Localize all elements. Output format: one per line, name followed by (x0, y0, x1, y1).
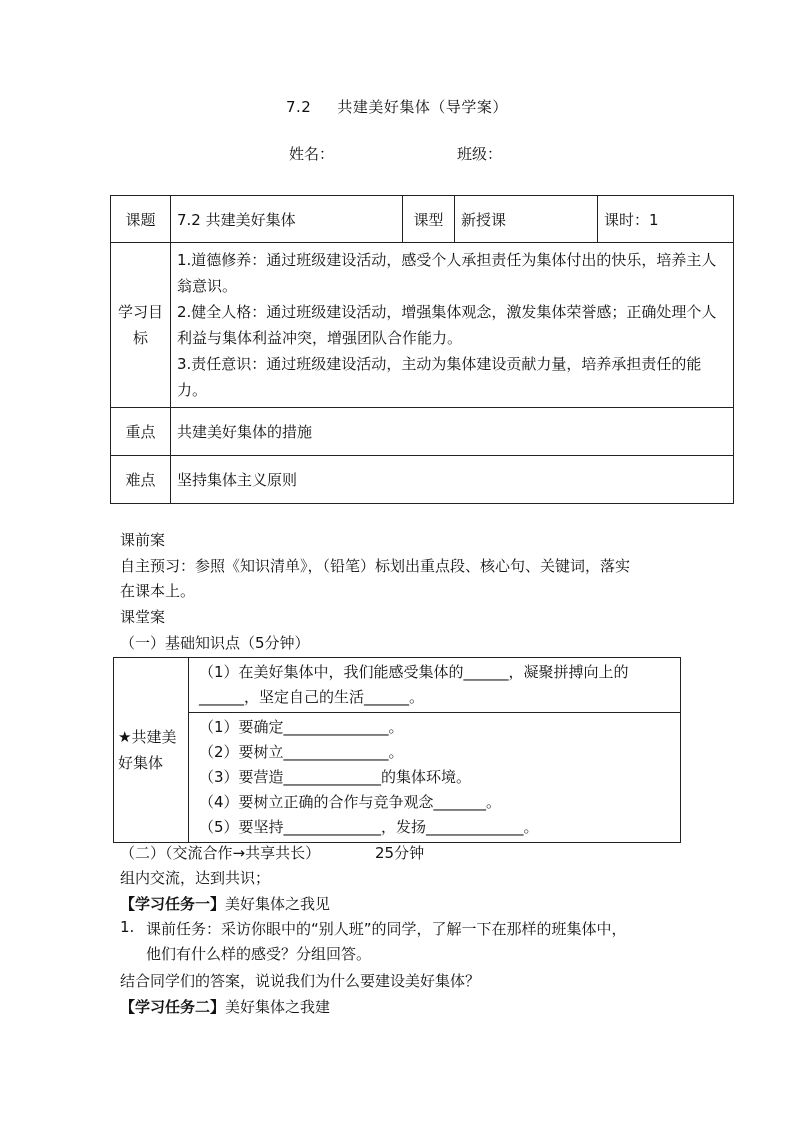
class-label: 班级： (457, 145, 503, 163)
pre-class-text-line2: 在课本上。 (120, 582, 196, 600)
knowledge-row1 (189, 658, 681, 713)
type-label: 课型 (403, 196, 455, 243)
part2-heading: （二）（交流合作→共享共长） (120, 844, 321, 862)
knowledge-row2 (189, 713, 681, 843)
task1-title: 美好集体之我见 (225, 895, 331, 913)
type-value: 新授课 (455, 196, 598, 243)
page-title (286, 96, 508, 117)
part2-time: 25分钟 (375, 844, 425, 862)
task1-question-line1: 课前任务：采访你眼中的“别人班”的同学，了解一下在那样的班集体中， (146, 920, 627, 938)
knowledge-row1-line2: ______，坚定自己的生活______。 (199, 688, 425, 706)
task2-heading (120, 996, 330, 1017)
lesson-title: 共建美好集体（导学案） (337, 98, 508, 116)
task2-title: 美好集体之我建 (225, 998, 331, 1016)
goal-item: 1.道德修养：通过班级建设活动，感受个人承担责任为集体付出的快乐，培养主人翁意识。 (177, 251, 717, 295)
pre-class-text-line1: 自主预习：参照《知识清单》，（铅笔）标划出重点段、核心句、关键词，落实 (120, 557, 631, 575)
name-label: 姓名： (289, 145, 335, 163)
part2-instruction: 组内交流，达到共识； (120, 869, 271, 887)
topic-value: 7.2 共建美好集体 (171, 196, 403, 243)
topic-label: 课题 (111, 196, 171, 243)
task1-question-line2: 他们有什么样的感受？分组回答。 (146, 945, 372, 963)
knowledge-table (113, 657, 681, 843)
task1-heading (120, 893, 330, 914)
knowledge-item: （4）要树立正确的合作与竞争观念_______。 (199, 793, 502, 811)
knowledge-item: （2）要树立______________。 (199, 743, 404, 761)
goals-label: 学习目标 (111, 243, 171, 408)
task1-tag: 【学习任务一】 (120, 895, 226, 913)
lesson-number: 7.2 (286, 98, 312, 116)
goal-item: 2.健全人格：通过班级建设活动，增强集体观念，激发集体荣誉感；正确处理个人利益与集体利益冲突，增强团队合作能力。 (177, 303, 717, 347)
goals-cell (171, 243, 734, 408)
goal-item: 3.责任意识：通过班级建设活动，主动为集体建设贡献力量，培养承担责任的能力。 (177, 355, 702, 399)
in-class-heading: 课堂案 (120, 608, 166, 626)
knowledge-label: ★共建美好集体 (114, 658, 189, 843)
period-value: 课时：1 (598, 196, 734, 243)
task2-tag: 【学习任务二】 (120, 998, 226, 1016)
part1-heading: （一）基础知识点（5分钟） (120, 634, 310, 652)
knowledge-item: （1）要确定______________。 (199, 718, 404, 736)
knowledge-item: （5）要坚持_____________，发扬_____________。 (199, 818, 539, 836)
difficulty-label: 难点 (111, 456, 171, 504)
key-value: 共建美好集体的措施 (171, 408, 734, 456)
key-label: 重点 (111, 408, 171, 456)
difficulty-value: 坚持集体主义原则 (171, 456, 734, 504)
knowledge-row1-line1: （1）在美好集体中，我们能感受集体的______，凝聚拼搏向上的 (199, 663, 629, 681)
task1-followup: 结合同学们的答案，说说我们为什么要建设美好集体？ (120, 972, 481, 990)
knowledge-item: （3）要营造_____________的集体环境。 (199, 768, 472, 786)
lesson-info-table (110, 195, 734, 504)
pre-class-heading: 课前案 (120, 531, 166, 549)
task1-question-number: 1. (120, 918, 135, 936)
